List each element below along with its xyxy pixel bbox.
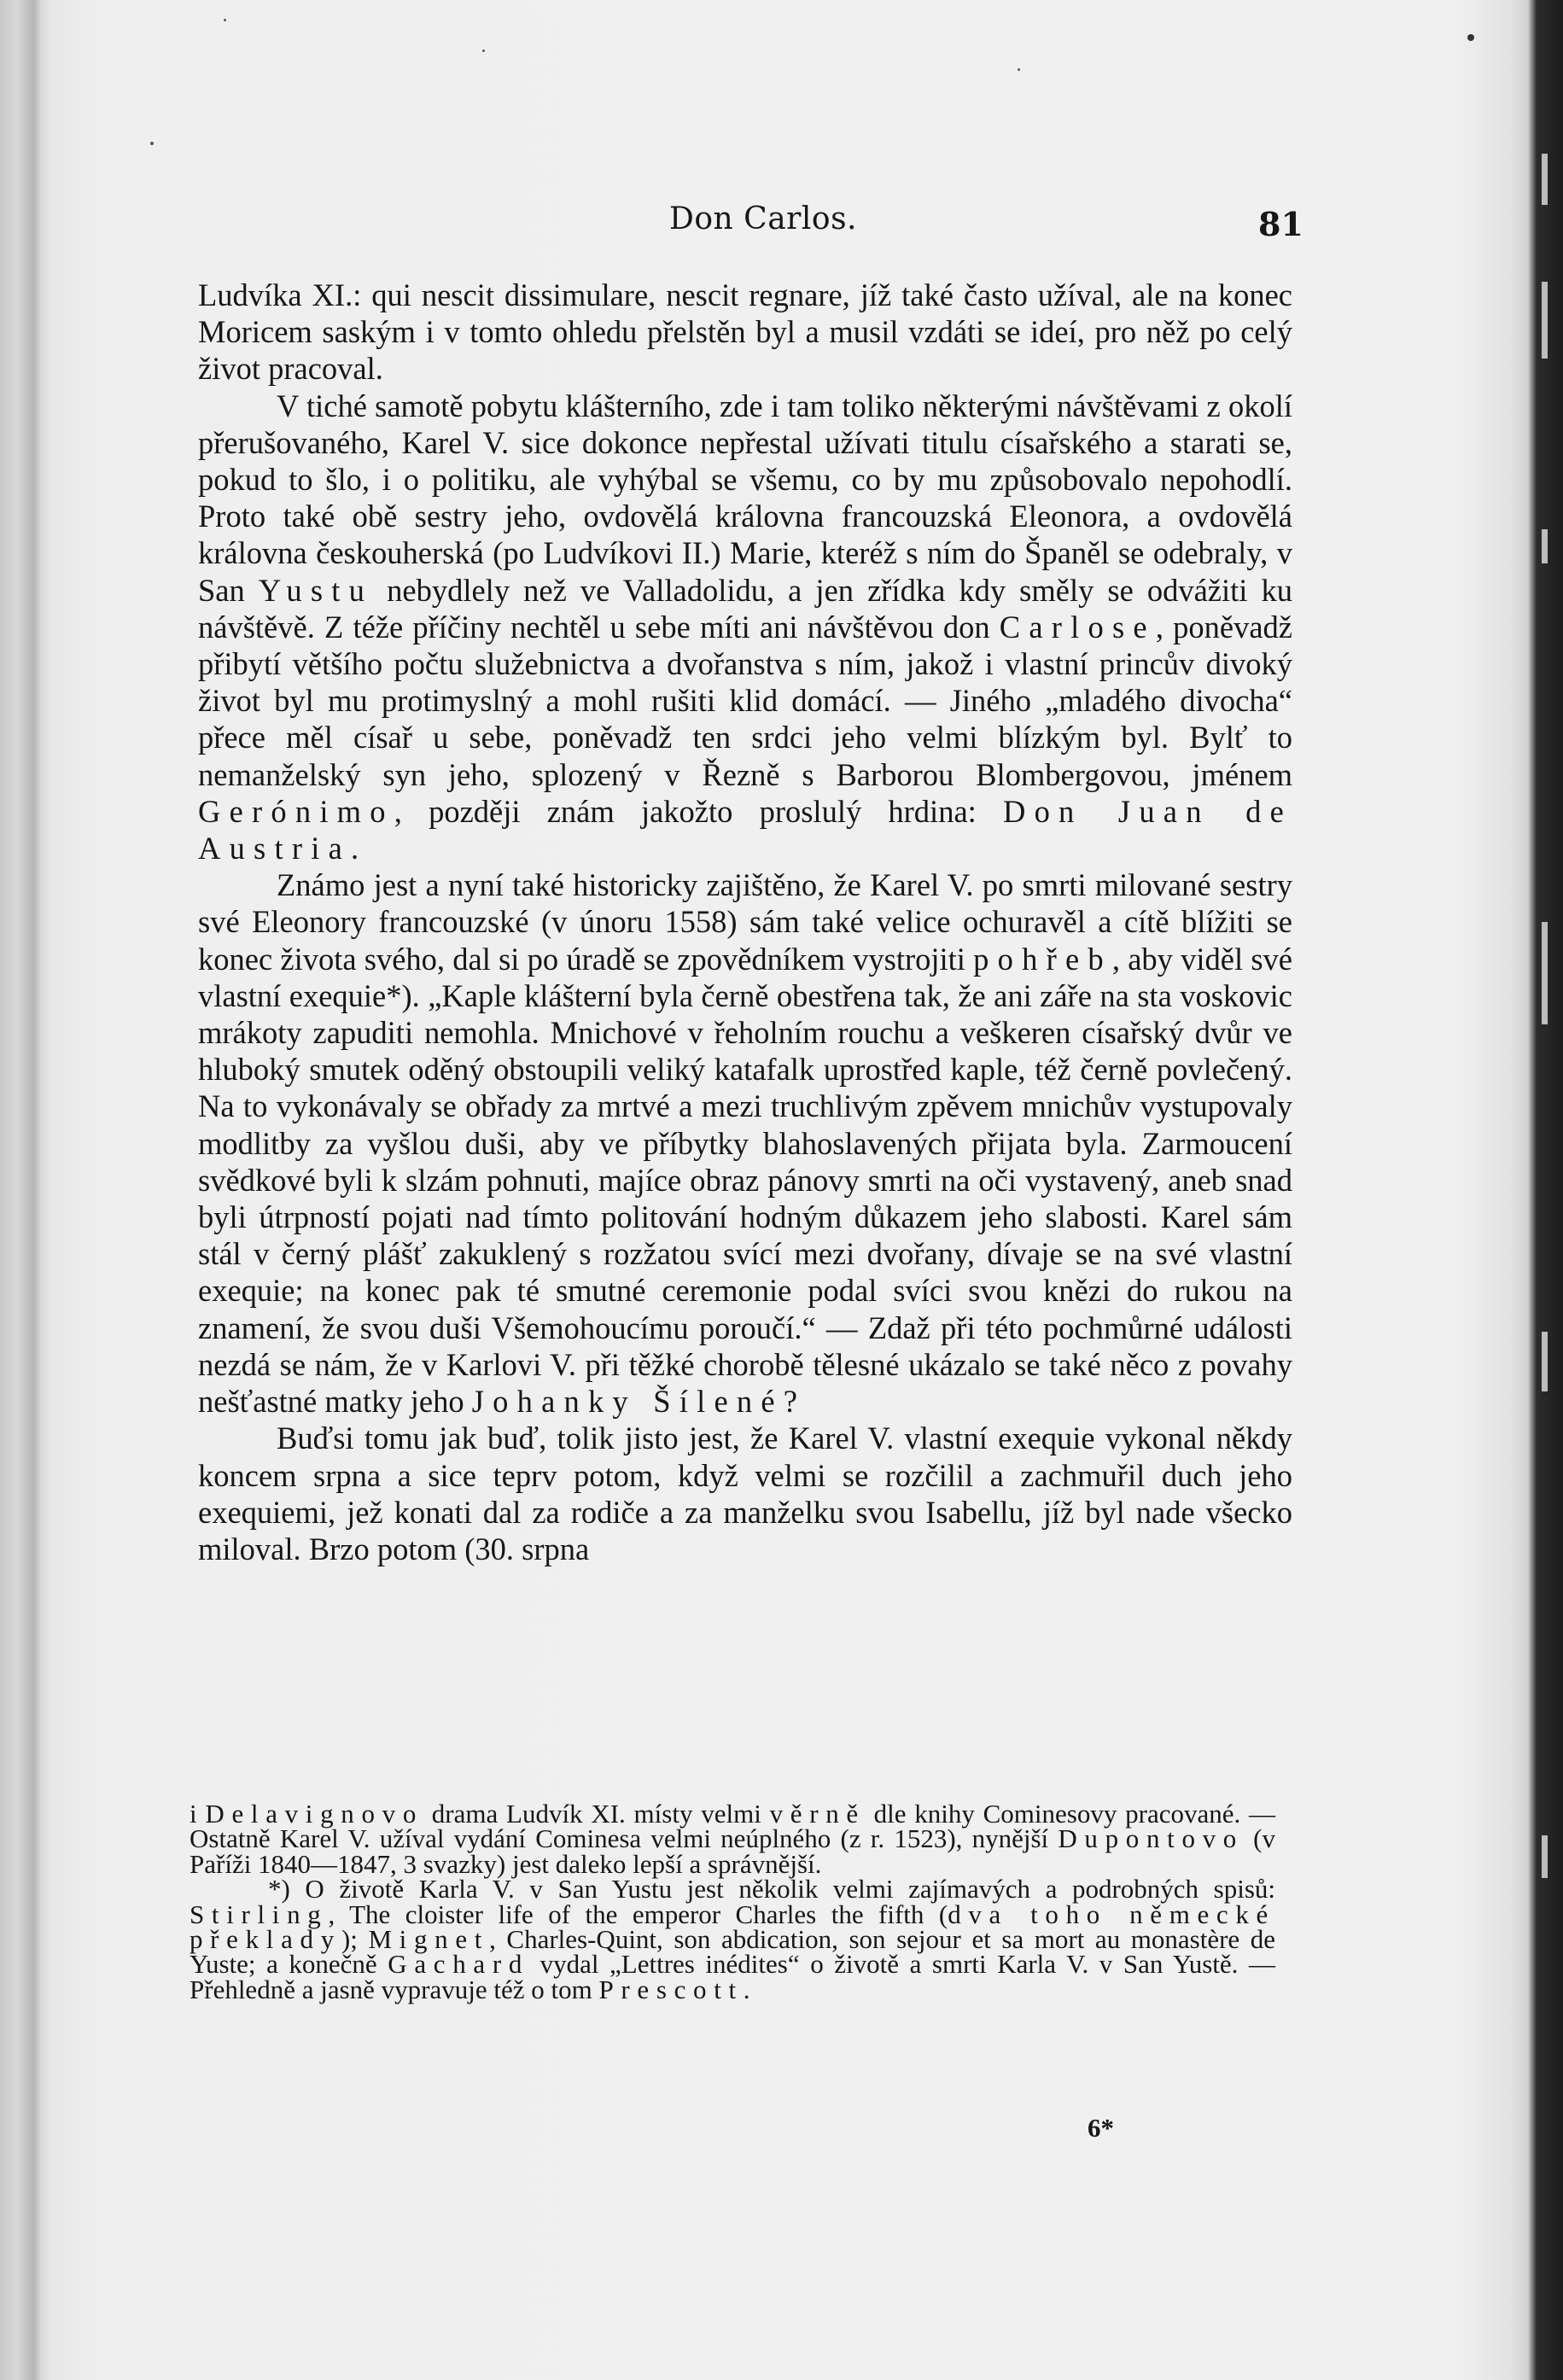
text-run: V tiché samotě pobytu klášterního, zde i tam toliko některými návštěvami z okolí přerušovaného, Karel V. sice dokonce nepřestal užívati titulu císařského a starati se, pokud to šlo, i o politiku, ale vyhýbal se všemu, co by mu způsobovalo nepohodlí. Proto také obě sestry jeho, ovdovělá královna francouzská Eleonora, a ovdovělá královna českouherská (po Ludvíkovi II.) Marie, kteréž s ním do Španěl se odebraly, v San — [198, 388, 1292, 608]
footnote — [190, 1876, 1275, 2002]
spaced-emphasis: pohřeb — [973, 941, 1112, 977]
text-run: ? — [783, 1384, 797, 1420]
text-run: ); — [341, 1924, 369, 1955]
spaced-emphasis: dva toho německé překlady — [190, 1899, 1275, 1955]
specks — [482, 50, 485, 52]
paragraph — [198, 388, 1292, 867]
text-run: , The cloister life of the emperor Charles the fifth ( — [328, 1899, 948, 1929]
text-run: , poněvadž přibytí většího počtu služebnictva a dvořanstva s ním, jakož i vlastní princův divoký život byl mu protimyslný a mohl rušiti klid domácí. — Jiného „mladého divocha“ přece měl císař u sebe, poněvadž ten srdci jeho velmi blízkým byl. Bylť to nemanželský syn jeho, splozený v Řezně s Barborou Blombergovou, jménem — [198, 609, 1292, 792]
text-run: dle knihy Cominesovy pracované. — Ostatně Karel V. užíval vydání Cominesa velmi neúplného (z r. 1523), nynější — [190, 1799, 1275, 1854]
text-run: . — [351, 831, 359, 866]
text-run: , Charles-Quint, son abdication, son sejour et sa mort au monastère de Yuste; a konečně — [190, 1924, 1276, 1980]
paragraph — [198, 277, 1292, 388]
specks — [150, 142, 154, 145]
running-title: Don Carlos. — [669, 201, 857, 236]
spaced-emphasis: Gachard — [388, 1949, 530, 1980]
footnote — [190, 1799, 1276, 1879]
spaced-emphasis: Carlose — [999, 609, 1156, 645]
spaced-emphasis: Johanky Šílené — [471, 1384, 784, 1420]
paragraph — [198, 1420, 1292, 1567]
text-run: . — [743, 1974, 750, 2004]
page-number: 81 — [1258, 205, 1303, 243]
text-run: Známo jest a nyní také historicky zajištěno, že Karel V. po smrti milované sestry své Eleonory francouzské (v únoru 1558) sám také velice ochuravěl a cítě blížiti se konec života svého, dal si po úradě se zpovědníkem vystrojiti — [198, 867, 1292, 977]
body-text — [198, 277, 1292, 1567]
specks — [1018, 68, 1020, 71]
spaced-emphasis: Dupontovo — [1058, 1823, 1244, 1854]
text-run: *) O životě Karla V. v San Yustu jest několik velmi zajímavých a podrobných spisů: — [268, 1874, 1275, 1905]
text-run: vydal „Lettres inédites“ o životě a smrti Karla V. v San Yustě. — Přehledně a jasně vypravuje též o tom — [190, 1949, 1275, 2004]
spaced-emphasis: Mignet — [368, 1924, 490, 1955]
text-run: nebydlely než ve Valladolidu, a jen zřídka kdy směly se odvážiti ku návštěvě. Z téže příčiny nechtěl u sebe míti ani návštěvou don — [198, 572, 1292, 645]
text-run: , později znám jakožto proslulý hrdina: — [394, 793, 1003, 829]
footnotes — [190, 1801, 1275, 2002]
paragraph — [198, 866, 1292, 1420]
specks — [224, 19, 226, 21]
text-run: , aby viděl své vlastní exequie*). „Kaple klášterní byla černě obestřena tak, že ani záře na sta voskovic mrákoty zapuditi nemohla. Mnichové v řeholním rouchu a veškeren císařský dvůr ve hluboký smutek oděný obstoupili veliký katafalk uprostřed kaple, též černě povlečený. Na to vykonávaly se obřady za mrtvé a mezi truchlivým zpěvem mnichův vystupovaly modlitby za vyšlou duši, aby ve příbytky blahoslavených přijata byla. Zarmoucení svědkové byli k slzám pohnuti, majíce obraz pánovy smrti na oči vystavený, aneb snad byli útrpností pojati nad tímto politování hodným důkazem jeho slabosti. Karel sám stál v černý plášť zakuklený s rozžatou svící mezi dvořany, dívaje se na své vlastní exequie; na konec pak té smutné ceremonie podal svíci svou knězi do rukou na znamení, že svou duši Všemohoucímu poroučí.“ — Zdaž při této pochmůrné události nezdá se nám, že v Karlovi V. při těžké chorobě tělesné ukázalo se také něco z povahy nešťastné matky jeho — [198, 941, 1292, 1420]
running-header — [0, 201, 1528, 253]
text-run: drama Ludvík XI. místy velmi — [423, 1799, 770, 1829]
spaced-emphasis: Don Juan de Austria — [198, 793, 1293, 866]
spaced-emphasis: Stirling — [190, 1899, 329, 1929]
printer-signature-mark: 6* — [1088, 2113, 1114, 2143]
book-spine-edge — [1537, 0, 1563, 2380]
spaced-emphasis: Delavignovo — [205, 1799, 424, 1829]
specks — [1467, 34, 1474, 41]
spaced-emphasis: věrně — [769, 1799, 866, 1829]
text-run: i — [190, 1799, 206, 1829]
text-run: Ludvíka XI.: qui nescit dissimulare, nescit regnare, jíž také často užíval, ale na konec Moricem saským i v tomto ohledu přelstěn byl a musil vzdáti se ideí, pro něž po celý život pracoval. — [198, 277, 1292, 387]
text-run: (v Paříži 1840—1847, 3 svazky) jest daleko lepší a správnější. — [190, 1823, 1276, 1879]
spaced-emphasis: Gerónimo — [198, 793, 394, 829]
spaced-emphasis: Prescott — [598, 1974, 744, 2004]
spaced-emphasis: Yustu — [258, 572, 374, 608]
text-run: Buďsi tomu jak buď, tolik jisto jest, že Karel V. vlastní exequie vykonal někdy koncem srpna a sice teprv potom, když velmi se rozčilil a zachmuřil duch jeho exequiemi, jež konati dal za rodiče a za manželku svou Isabellu, jíž byl nade všecko miloval. Brzo potom (30. srpna — [198, 1420, 1292, 1566]
